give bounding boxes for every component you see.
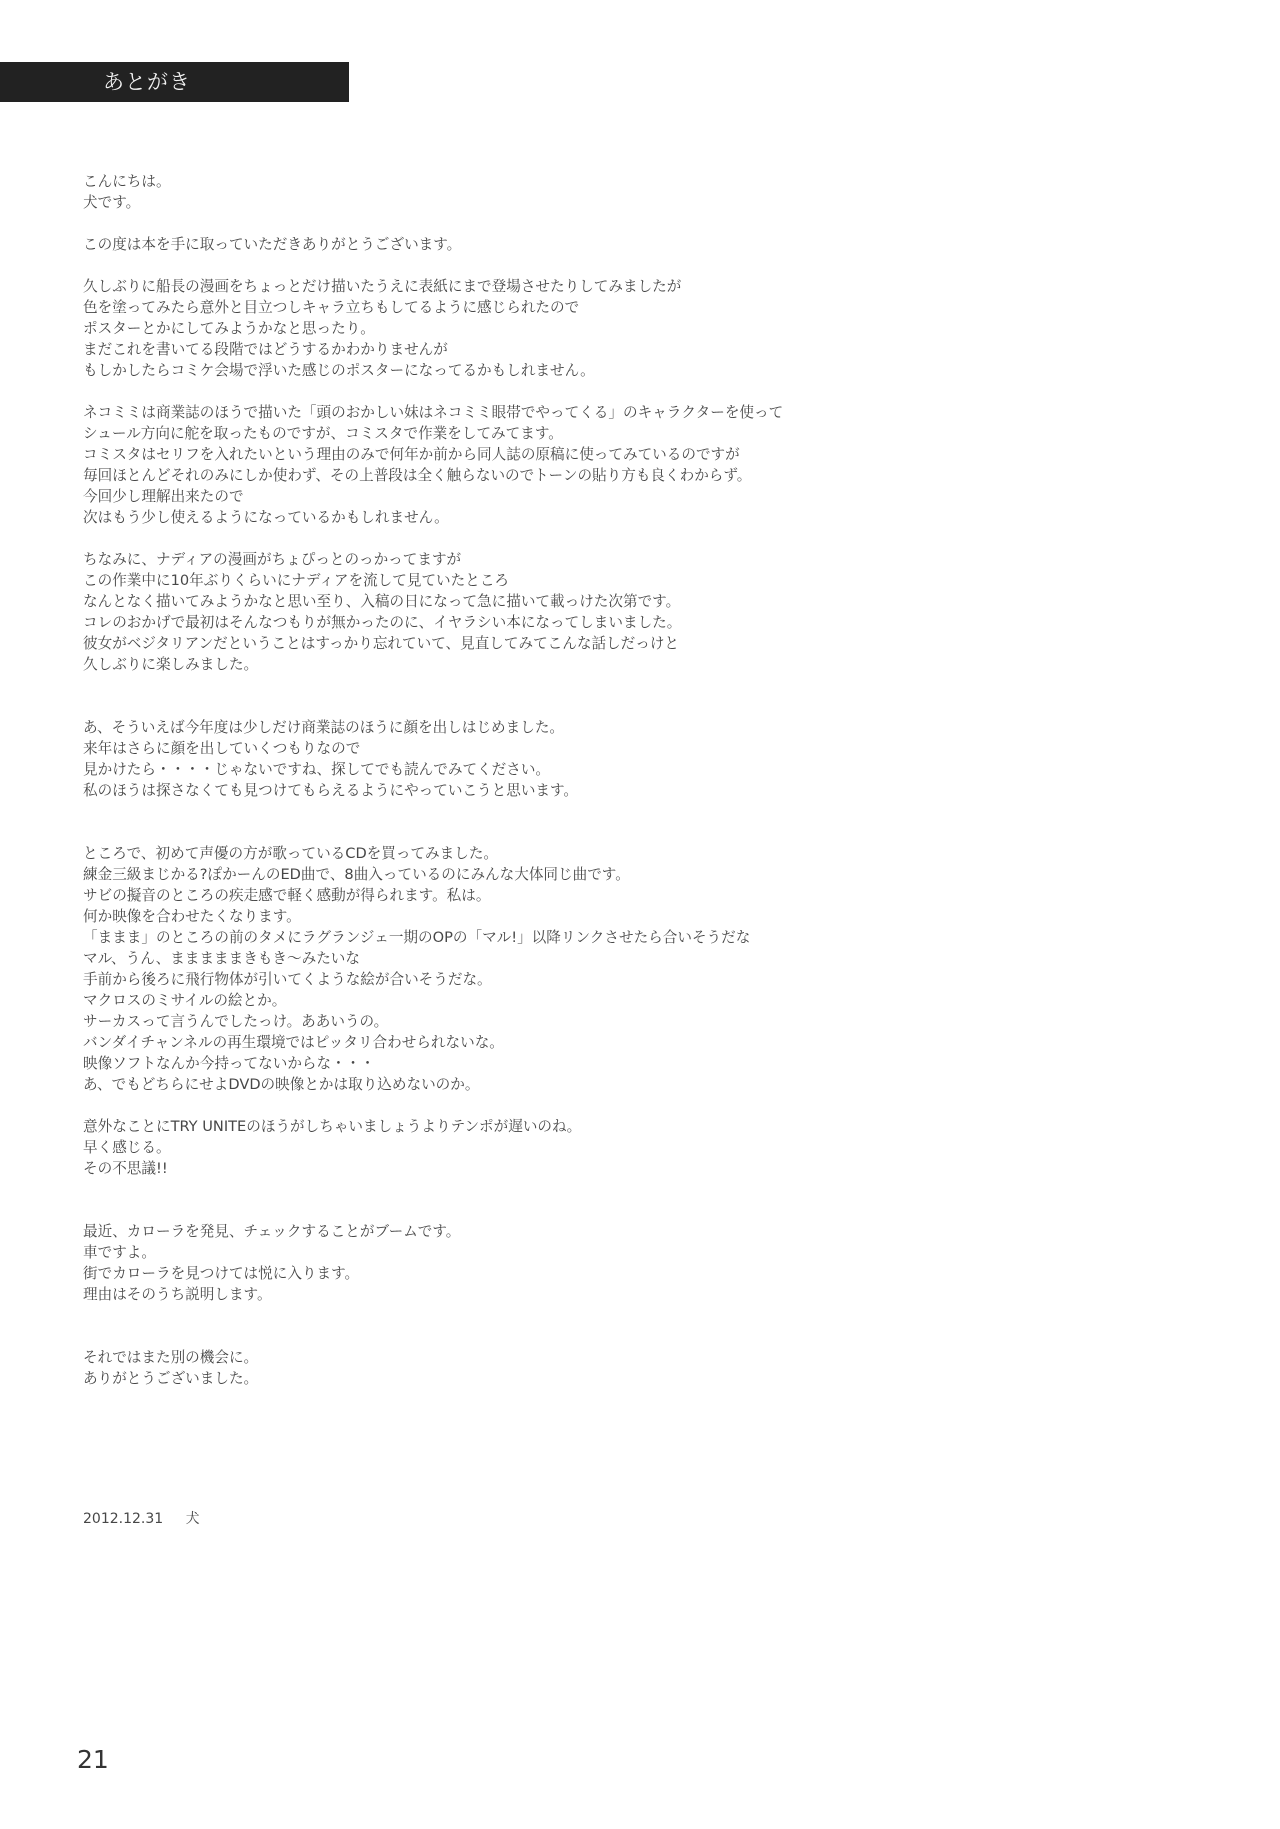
text-line: なんとなく描いてみようかなと思い至り、入稿の日になって急に描いて載っけた次第です。 [83, 593, 681, 610]
paragraph [83, 843, 1203, 1095]
text-line: 毎回ほとんどそれのみにしか使わず、その上普段は全く触らないのでトーンの貼り方も良くわからず。 [83, 467, 752, 484]
text-line: あ、でもどちらにせよDVDの映像とかは取り込めないのか。 [83, 1076, 480, 1093]
afterword-body [83, 171, 1203, 1389]
text-line: こんにちは。 [83, 173, 171, 190]
paragraph-gap [83, 1179, 1203, 1221]
text-line: あ、そういえば今年度は少しだけ商業誌のほうに顔を出しはじめました。 [83, 719, 565, 736]
text-line: ネコミミは商業誌のほうで描いた「頭のおかしい妹はネコミミ眼帯でやってくる」のキャラクターを使って [83, 404, 784, 421]
signature-date: 2012.12.31 [83, 1511, 164, 1527]
text-line: 最近、カローラを発見、チェックすることがブームです。 [83, 1223, 461, 1240]
text-line: 映像ソフトなんか今持ってないからな・・・ [83, 1055, 375, 1072]
paragraph-gap [83, 528, 1203, 549]
paragraph [83, 234, 1203, 255]
text-line: 色を塗ってみたら意外と目立つしキャラ立ちもしてるように感じられたので [83, 299, 580, 316]
text-line: 次はもう少し使えるようになっているかもしれません。 [83, 509, 449, 526]
text-line: その不思議!! [83, 1160, 168, 1177]
text-line: もしかしたらコミケ会場で浮いた感じのポスターになってるかもしれません。 [83, 362, 595, 379]
text-line: マル、うん、まままままきもき～みたいな [83, 950, 360, 967]
paragraph [83, 402, 1203, 528]
text-line: 久しぶりに楽しみました。 [83, 656, 259, 673]
afterword-title: あとがき [103, 70, 191, 94]
paragraph [83, 1116, 1203, 1179]
text-line: 街でカローラを見つけては悦に入ります。 [83, 1265, 360, 1282]
text-line: バンダイチャンネルの再生環境ではピッタリ合わせられないな。 [83, 1034, 504, 1051]
text-line: この度は本を手に取っていただきありがとうございます。 [83, 236, 462, 253]
paragraph-gap [83, 213, 1203, 234]
paragraph-gap [83, 255, 1203, 276]
text-line: コミスタはセリフを入れたいという理由のみで何年か前から同人誌の原稿に使ってみているのですが [83, 446, 740, 463]
text-line: 意外なことにTRY UNITEのほうがしちゃいましょうよりテンポが遅いのね。 [83, 1118, 582, 1135]
text-line: シュール方向に舵を取ったものですが、コミスタで作業をしてみてます。 [83, 425, 563, 442]
paragraph-gap [83, 381, 1203, 402]
text-line: 車ですよ。 [83, 1244, 156, 1261]
text-line: 来年はさらに顔を出していくつもりなので [83, 740, 361, 757]
text-line: 彼女がベジタリアンだということはすっかり忘れていて、見直してみてこんな話しだっけと [83, 635, 680, 652]
text-line: 何か映像を合わせたくなります。 [83, 908, 301, 925]
text-line: サビの擬音のところの疾走感で軽く感動が得られます。私は。 [83, 887, 491, 904]
text-line: 手前から後ろに飛行物体が引いてくような絵が合いそうだな。 [83, 971, 492, 988]
text-line: サーカスって言うんでしたっけ。ああいうの。 [83, 1013, 389, 1030]
afterword-header-bar [0, 62, 349, 102]
text-line: ちなみに、ナディアの漫画がちょぴっとのっかってますが [83, 551, 462, 568]
paragraph [83, 276, 1203, 381]
text-line: 久しぶりに船長の漫画をちょっとだけ描いたうえに表紙にまで登場させたりしてみましたが [83, 278, 682, 295]
text-line: ポスターとかにしてみようかなと思ったり。 [83, 320, 375, 337]
paragraph-gap [83, 1095, 1203, 1116]
signature-author: 犬 [185, 1511, 200, 1527]
text-line: 練金三級まじかる?ぽかーんのED曲で、8曲入っているのにみんな大体同じ曲です。 [83, 866, 630, 883]
text-line: 今回少し理解出来たので [83, 488, 244, 505]
text-line: 理由はそのうち説明します。 [83, 1286, 272, 1303]
text-line: コレのおかげで最初はそんなつもりが無かったのに、イヤラシい本になってしまいました。 [83, 614, 682, 631]
paragraph-gap [83, 801, 1203, 843]
text-line: 私のほうは探さなくても見つけてもらえるようにやっていこうと思います。 [83, 782, 579, 799]
paragraph [83, 171, 1203, 213]
text-line: マクロスのミサイルの絵とか。 [83, 992, 287, 1009]
paragraph [83, 717, 1203, 801]
text-line: 見かけたら・・・・じゃないですね、探してでも読んでみてください。 [83, 761, 551, 778]
text-line: それではまた別の機会に。 [83, 1349, 259, 1366]
page-number: 21 [77, 1745, 109, 1774]
paragraph [83, 1347, 1203, 1389]
text-line: 犬です。 [83, 194, 141, 211]
text-line: ありがとうございました。 [83, 1370, 259, 1387]
paragraph [83, 1221, 1203, 1305]
text-line: 早く感じる。 [83, 1139, 171, 1156]
paragraph-gap [83, 675, 1203, 717]
text-line: この作業中に10年ぶりくらいにナディアを流して見ていたところ [83, 572, 510, 589]
text-line: 「ままま」のところの前のタメにラグランジェ一期のOPの「マル!」以降リンクさせたら合いそうだな [83, 929, 751, 946]
signature [83, 1509, 200, 1529]
paragraph-gap [83, 1305, 1203, 1347]
paragraph [83, 549, 1203, 675]
text-line: まだこれを書いてる段階ではどうするかわかりませんが [83, 341, 448, 358]
text-line: ところで、初めて声優の方が歌っているCDを買ってみました。 [83, 845, 499, 862]
